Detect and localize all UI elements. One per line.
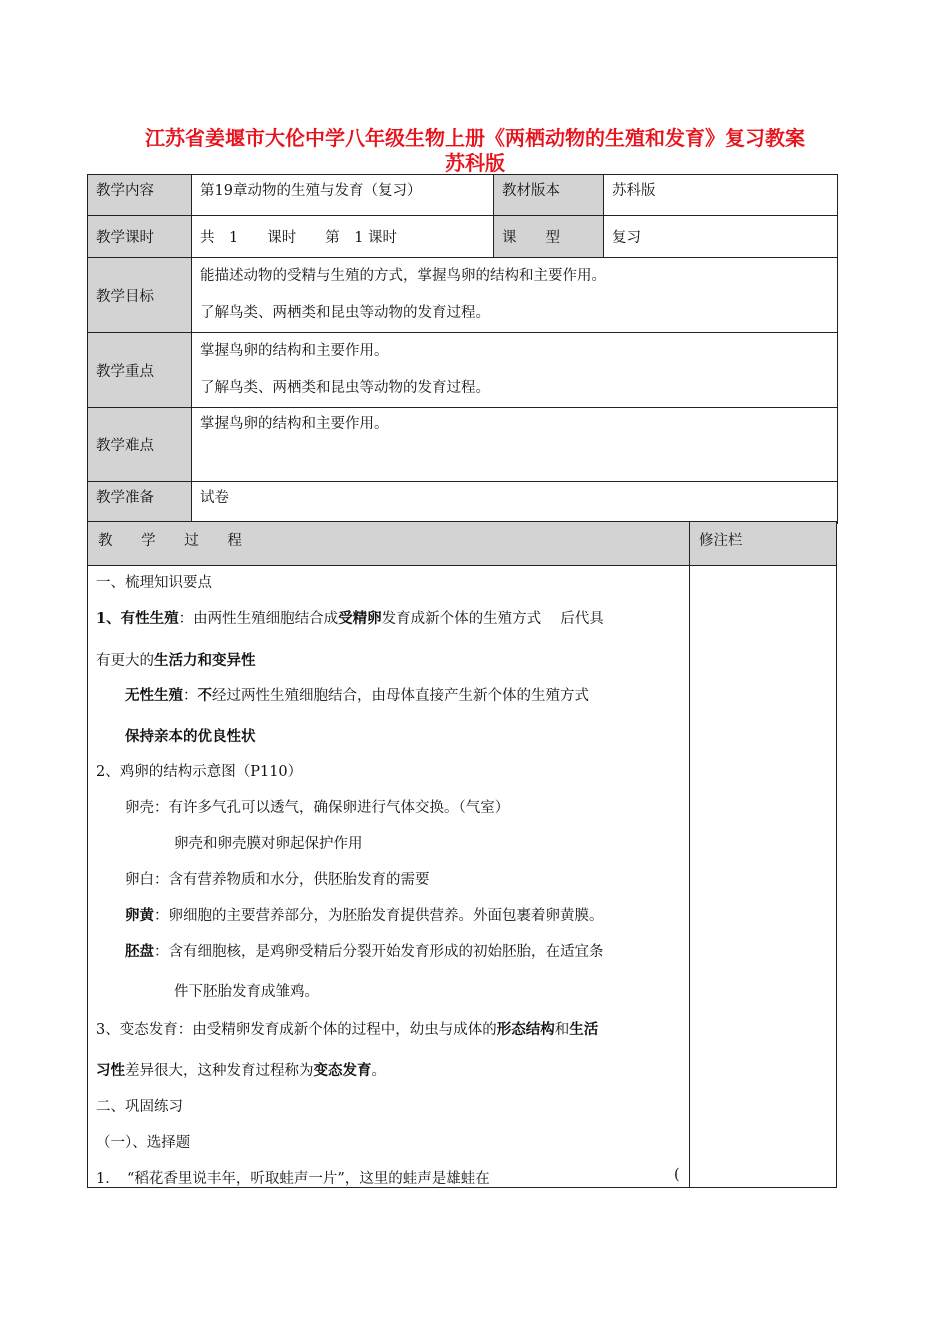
column-divider <box>689 522 690 1187</box>
goal-value <box>192 258 838 333</box>
term-metamorphosis: 变态发育 <box>313 1062 372 1079</box>
edition-value: 苏科版 <box>604 175 838 216</box>
term-asexual-reproduction: 无性生殖 <box>125 687 183 704</box>
hours-label: 教学课时 <box>88 216 192 258</box>
sexual-reproduction-line <box>96 607 604 628</box>
process-header-label: 教 学 过 程 <box>98 533 254 549</box>
question-1: 1． “稻花香里说丰年，听取蛙声一片”，这里的蛙声是雄蛙在 <box>96 1171 490 1187</box>
document-subtitle: 苏科版 <box>445 151 505 175</box>
eggshell-line: 卵壳：有许多气孔可以透气，确保卵进行气体交换。（气室） <box>125 800 510 816</box>
section-heading: 一、梳理知识要点 <box>96 575 212 591</box>
text-span: 。 <box>371 1063 386 1079</box>
content-label: 教学内容 <box>88 175 192 216</box>
egg-white-line: 卵白：含有营养物质和水分，供胚胎发育的需要 <box>125 872 430 888</box>
difficult-label: 教学难点 <box>88 408 192 482</box>
term-sexual-reproduction: 有性生殖 <box>120 610 179 627</box>
section-heading: 二、巩固练习 <box>96 1099 183 1115</box>
text-span: 经过两性生殖细胞结合，由母体直接产生新个体的生殖方式 <box>212 688 589 704</box>
answer-paren: ( <box>674 1167 680 1183</box>
process-header <box>88 522 836 566</box>
text-span: ：含有细胞核，是鸡卵受精后分裂开始发育形成的初始胚胎，在适宜条 <box>154 944 604 960</box>
text-span: ： <box>183 688 198 704</box>
hours-value: 共 1 课时 第 1 课时 <box>192 216 494 258</box>
term-yolk: 卵黄 <box>125 907 154 924</box>
key-value <box>192 333 838 408</box>
difficult-value: 掌握鸟卵的结构和主要作用。 <box>192 408 838 482</box>
document-title: 江苏省姜堰市大伦中学八年级生物上册《两栖动物的生殖和发育》复习教案 <box>145 126 805 150</box>
prep-label: 教学准备 <box>88 482 192 524</box>
text-span: ：卵细胞的主要营养部分，为胚胎发育提供营养。外面包裹着卵黄膜。 <box>154 908 604 924</box>
lesson-info-table <box>87 174 838 524</box>
notes-column-label: 修注栏 <box>699 533 743 549</box>
germinal-disc-line <box>125 940 604 961</box>
yolk-line <box>125 904 604 925</box>
type-value: 复习 <box>604 216 838 258</box>
text-span: 差异很大，这种发育过程称为 <box>125 1063 314 1079</box>
key-line: 了解鸟类、两栖类和昆虫等动物的发育过程。 <box>200 380 490 396</box>
term-morphology: 形态结构 <box>496 1021 555 1038</box>
type-label: 课 型 <box>494 216 604 258</box>
term-vitality: 生活力和变异性 <box>154 652 256 669</box>
metamorphosis-line-2 <box>96 1059 386 1080</box>
sexual-reproduction-line-2 <box>96 649 256 670</box>
edition-label: 教材版本 <box>494 175 604 216</box>
content-value: 第19章动物的生殖与发育（复习） <box>192 175 494 216</box>
egg-structure-heading: 2、鸡卵的结构示意图（P110） <box>96 764 303 780</box>
term-germinal-disc: 胚盘 <box>125 943 154 960</box>
asexual-reproduction-line <box>125 684 589 705</box>
teaching-process-table <box>87 521 837 1188</box>
eggshell-line-2: 卵壳和卵壳膜对卵起保护作用 <box>174 836 363 852</box>
metamorphosis-line <box>96 1018 598 1039</box>
prep-value: 试卷 <box>192 482 838 524</box>
germinal-disc-line-2: 件下胚胎发育成雏鸡。 <box>174 984 319 1000</box>
goal-label: 教学目标 <box>88 258 192 333</box>
key-label: 教学重点 <box>88 333 192 408</box>
item-number: 1、 <box>96 610 121 627</box>
subsection-heading: （一）、选择题 <box>96 1135 191 1151</box>
goal-line: 能描述动物的受精与生殖的方式，掌握鸟卵的结构和主要作用。 <box>200 268 606 284</box>
term-living: 生活 <box>569 1021 599 1038</box>
term-not: 不 <box>197 687 212 704</box>
term-parental-traits: 保持亲本的优良性状 <box>125 728 256 745</box>
goal-line: 了解鸟类、两栖类和昆虫等动物的发育过程。 <box>200 305 490 321</box>
asexual-reproduction-line-2 <box>125 725 256 746</box>
term-fertilized-egg: 受精卵 <box>338 610 382 627</box>
term-habits: 习性 <box>96 1062 125 1079</box>
text-span: 有更大的 <box>96 653 154 669</box>
text-span: 发育成新个体的生殖方式 后代具 <box>381 611 604 627</box>
text-span: 3、变态发育：由受精卵发育成新个体的过程中，幼虫与成体的 <box>96 1022 497 1038</box>
text-span: ：由两性生殖细胞结合成 <box>178 611 339 627</box>
key-line: 掌握鸟卵的结构和主要作用。 <box>200 343 389 359</box>
text-span: 和 <box>554 1022 570 1038</box>
